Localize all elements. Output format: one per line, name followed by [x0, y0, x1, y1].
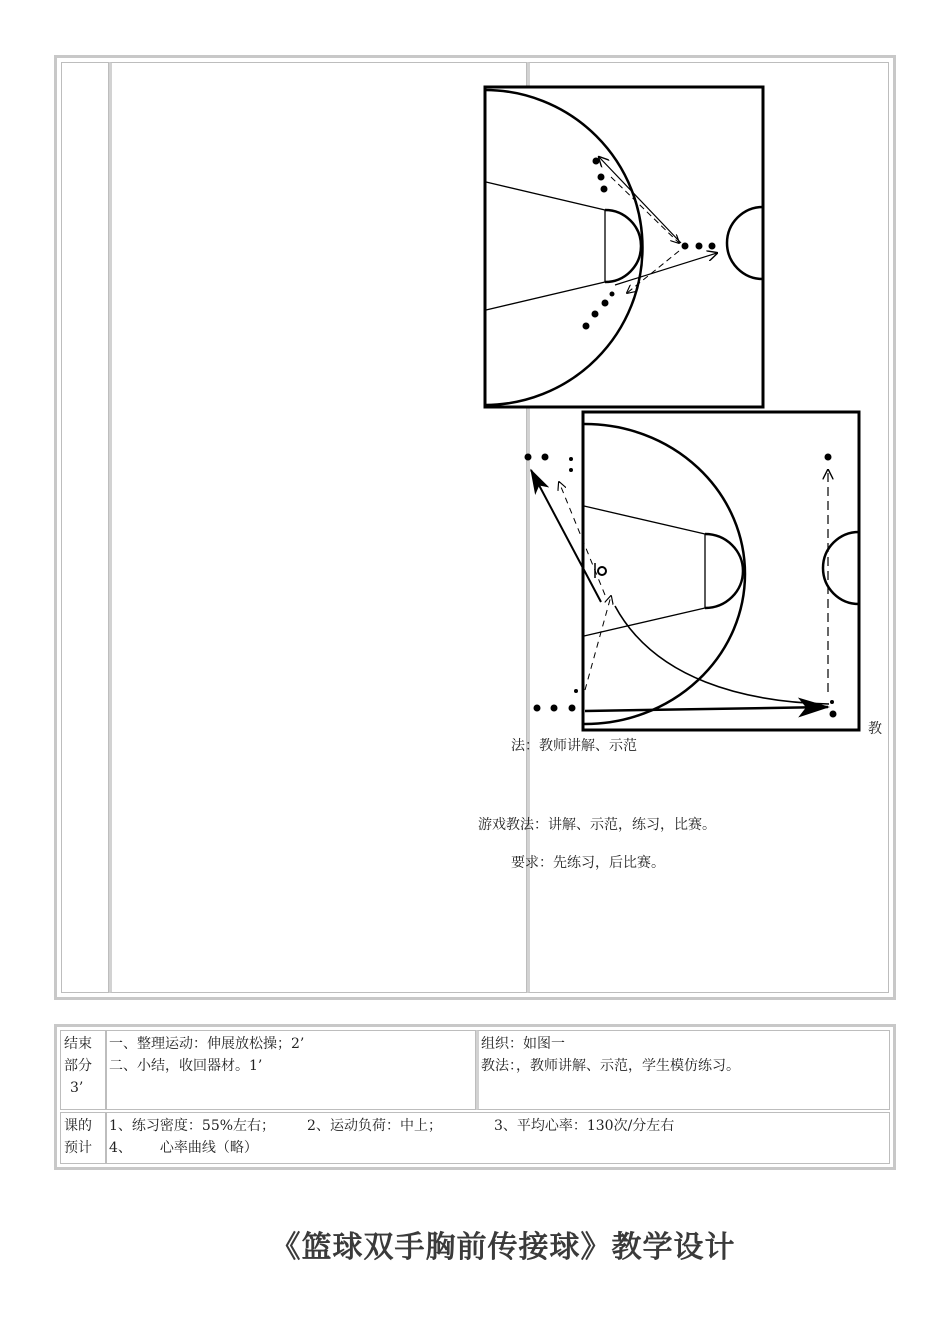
ending-content-line: 二、小结，收回器材。1’ [109, 1058, 263, 1074]
forecast-content [106, 1112, 890, 1164]
ending-organization [476, 1030, 890, 1110]
forecast-density: 1、练习密度：55%左右； [109, 1118, 276, 1134]
ending-label-line: 部分 [64, 1058, 92, 1074]
ending-label-line: 3’ [70, 1080, 84, 1096]
ending-label-line: 结束 [64, 1036, 92, 1052]
ending-label [60, 1030, 106, 1110]
ending-content-line: 一、整理运动：伸展放松操；2’ [109, 1036, 305, 1052]
ending-content [106, 1030, 476, 1110]
method-line: 法：教师讲解、示范 [511, 738, 637, 754]
ending-org-line: 教法：，教师讲解、示范，学生模仿练习。 [481, 1058, 740, 1074]
requirement: 要求：先练习，后比赛。 [511, 855, 665, 871]
court-diagram-1 [483, 85, 765, 409]
forecast-heart-rate: 3、平均心率：130次/分左右 [493, 1118, 675, 1134]
method-prefix: 教 [868, 721, 882, 737]
forecast-label-line: 预计 [64, 1140, 92, 1156]
content-column [109, 62, 527, 993]
forecast-label-line: 课的 [64, 1118, 92, 1134]
court-diagram-2 [515, 410, 865, 735]
ending-org-line: 组织：如图一 [481, 1036, 565, 1052]
forecast-item4-number: 4、 [109, 1140, 132, 1156]
document-title: 《篮球双手胸前传接球》教学设计 [270, 1230, 736, 1265]
game-method: 游戏教法：讲解、示范，练习，比赛。 [478, 817, 716, 833]
section-column [61, 62, 109, 993]
forecast-label [60, 1112, 106, 1164]
forecast-heart-curve: 心率曲线（略） [159, 1140, 258, 1156]
lesson-table-bottom [54, 1024, 896, 1170]
forecast-load: 2、运动负荷：中上； [307, 1118, 442, 1134]
